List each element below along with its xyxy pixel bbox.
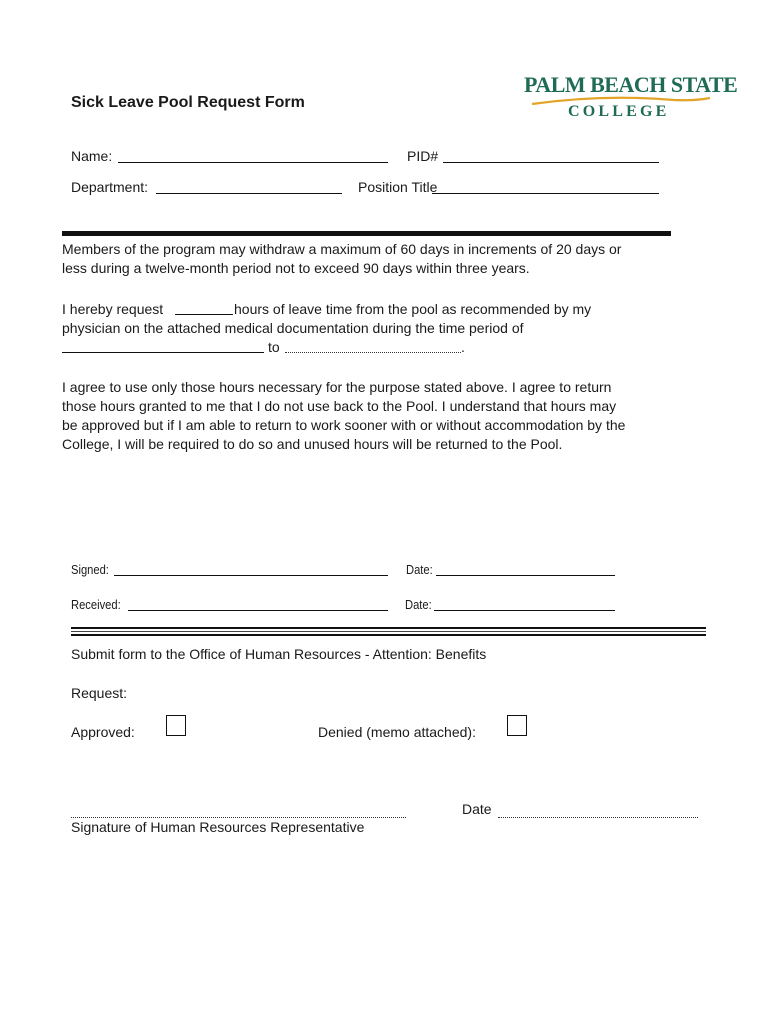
- received-label: Received:: [71, 597, 121, 612]
- signed-field[interactable]: [114, 575, 388, 576]
- policy-line-2: less during a twelve-month period not to exceed 90 days within three years.: [62, 260, 530, 276]
- to-word: to: [268, 339, 280, 355]
- denied-label: Denied (memo attached):: [318, 724, 476, 740]
- request-prefix: I hereby request: [62, 301, 164, 317]
- department-label: Department:: [71, 179, 149, 195]
- agreement-line-4: College, I will be required to do so and unused hours will be returned to the Pool.: [62, 436, 563, 452]
- period-start-field[interactable]: [62, 352, 264, 353]
- position-title-field[interactable]: [432, 193, 659, 194]
- hr-date-label: Date: [462, 801, 492, 817]
- college-logo: [524, 72, 738, 124]
- hr-date-field[interactable]: [498, 817, 698, 818]
- logo-line-1: PALM BEACH STATE: [524, 72, 738, 97]
- department-field[interactable]: [156, 193, 342, 194]
- request-line-2: physician on the attached medical documentation during the time period of: [62, 320, 524, 336]
- pid-field[interactable]: [443, 162, 659, 163]
- date-label-2: Date:: [405, 597, 432, 612]
- name-label: Name:: [71, 148, 113, 164]
- approved-label: Approved:: [71, 724, 135, 740]
- position-title-label: Position Title: [358, 179, 438, 195]
- period-end-punct: .: [461, 339, 465, 355]
- received-date-field[interactable]: [434, 610, 615, 611]
- hours-requested-field[interactable]: [175, 314, 233, 315]
- signed-label: Signed:: [71, 562, 109, 577]
- hr-signature-caption: Signature of Human Resources Representative: [71, 819, 365, 835]
- agreement-line-1: I agree to use only those hours necessary for the purpose stated above. I agree to return: [62, 379, 612, 395]
- request-label: Request:: [71, 685, 128, 701]
- agreement-line-2: those hours granted to me that I do not use back to the Pool. I understand that hours may: [62, 398, 617, 414]
- section-divider: [62, 231, 671, 236]
- agreement-line-3: be approved but if I am able to return to work sooner with or without accommodation by the: [62, 417, 626, 433]
- approved-checkbox[interactable]: [166, 715, 186, 736]
- signed-date-field[interactable]: [436, 575, 615, 576]
- logo-line-2: COLLEGE: [568, 103, 670, 120]
- double-divider: [71, 627, 706, 637]
- form-title: Sick Leave Pool Request Form: [71, 94, 305, 111]
- name-field[interactable]: [118, 162, 388, 163]
- policy-line-1: Members of the program may withdraw a maximum of 60 days in increments of 20 days or: [62, 241, 622, 257]
- hr-signature-field[interactable]: [71, 817, 406, 818]
- request-suffix: hours of leave time from the pool as recommended by my: [234, 301, 592, 317]
- denied-checkbox[interactable]: [507, 715, 527, 736]
- date-label-1: Date:: [406, 562, 433, 577]
- pid-label: PID#: [407, 148, 439, 164]
- period-end-field[interactable]: [285, 352, 461, 353]
- received-field[interactable]: [128, 610, 388, 611]
- submit-instructions: Submit form to the Office of Human Resources - Attention: Benefits: [71, 646, 487, 662]
